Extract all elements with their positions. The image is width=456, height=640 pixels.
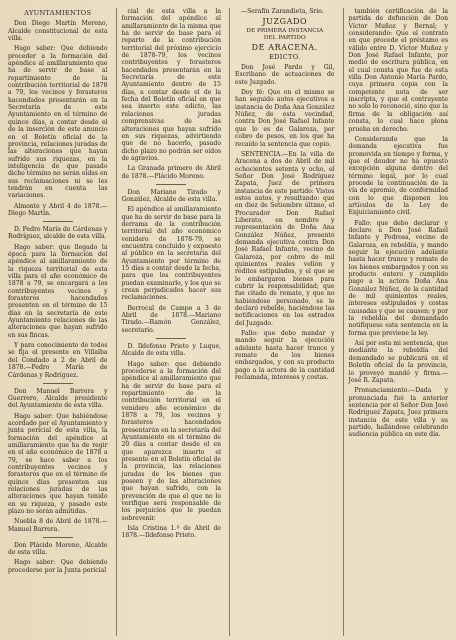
paragraph: Don Manuel Barrera y Guerrero, Alcalde presidente del Ayuntamiento de esta villa.: [8, 387, 108, 410]
paragraph: cial de esta villa a la formación del apéndice al amillaramiento de la misma que ha de servir de base para el reparto de la contribución territorial del próximo ejercicio de 1878-79, los vecinos contribuyentes y forasteros hacendados presentarán en la Secretaría de este Ayuntamiento dentro de 15 días, a contar desde el de la fecha del Boletín oficial en que sea inserto este edicto, las relaciones juradas comprensivas de las alteraciones que hayan sufrido en sus riquezas, advirtiendo que de no hacerlo, pasado dicho plazo no podrán ser oídos de agravios.: [121, 8, 221, 162]
paragraph: también certificación de la partida de defunción de Don Víctor Muñoz y Bernal; y considerando: Que el contrato en que procede el préstamo es válido entre D. Víctor Muñoz y Don José Rafael Infante, por medio de escritura pública, en el cual consta que fue de esta villa Don Antonio María Pardo, cuya primera copia con la competente nota de ser inscripta, y que el contrayente no solo lo reconoció, sino que la firma de la obligación así consta, lo cual hace plena prueba en derecho.: [348, 8, 448, 133]
column-4: [343, 8, 451, 636]
paragraph: Considerando que la demanda ejecutiva fue promovida en tiempo y forma, y que el deudor no ha opuesto excepción alguna dentro del término legal, por lo cual procede la continuación de la vía de apremio, de conformidad con lo que disponen los artículos de la Ley de Enjuiciamiento civil.: [348, 135, 448, 217]
separator-rule: [156, 184, 186, 185]
separator-rule: [43, 221, 73, 222]
paragraph: Hago saber: Que habiéndose acordado por el Ayuntamiento y junta pericial de esta villa, la formación del apéndice al amillaramiento que ha de regir en el año económico de 1878 a 79, se hace saber a los contribuyentes vecinos y forasteros que en el término de quince días presenten sus relaciones juradas de las alteraciones que hayan tenido en su riqueza, y pasado este plazo no serán admitidas.: [8, 412, 108, 516]
paragraph: Berrocal de Campo a 3 de Abril de 1878.—Mariano Tirado.—Ramón González, secretario.: [121, 304, 221, 334]
paragraph: Fallo: que debo mandar y mando seguir la ejecución adelante hasta hacer trance y remate de los bienes embargados, y con su producto pago a la actora de la cantidad reclamada, intereses y costas.: [235, 330, 335, 382]
separator-rule: [156, 338, 186, 339]
paragraph: Hago saber: Que debiendo proceder a la formación del apéndice al amillaramiento que ha de servir de base al repartimiento de la contribución territorial de 1878 a 79, los vecinos y forasteros hacendados presentarán en la Secretaría de este Ayuntamiento en el término de quince días, a contar desde el de la inserción de este anuncio en el Boletín oficial de la provincia, relaciones juradas de las alteraciones que hayan sufrido sus riquezas, en la inteligencia de que pasado dicho término no serán oídas en sus reclamaciones ni se les tendrán en cuenta las variaciones.: [8, 45, 108, 200]
column-1: [6, 8, 110, 636]
paragraph: Isla Cristina 1.º de Abril de 1878.—Ildefonso Prieto.: [121, 525, 221, 540]
separator-rule: [43, 383, 73, 384]
paragraph: D. Pedro María de Cárdenas y Rodríguez, alcalde de esta villa.: [8, 225, 108, 241]
paragraph: Don Plácido Moreno, Alcalde de esta villa.: [8, 541, 108, 557]
column-2: [116, 8, 224, 636]
section-heading: EDICTO.: [269, 52, 301, 61]
columns: [6, 8, 450, 636]
paragraph: Hago saber: que llegado la época para la formación del apéndice al amillaramiento de la riqueza territorial de esta villa para el año económico de 1878 a 79, se encargará a los contribuyentes vecinos y forasteros hacendados presenten en el término de 15 días en la secretaría de este Ayuntamiento relaciones de las alteraciones que hayan sufrido en sus fincas.: [8, 243, 108, 339]
section-heading: DE PRIMERA INSTANCIA: [246, 27, 324, 34]
paragraph: D. Ildefonso Prieto y Luque, Alcalde de esta villa.: [121, 342, 221, 358]
paragraph: La Granada primero de Abril de 1878.—Plácido Moreno.: [121, 165, 221, 180]
paragraph: Don Mariano Tirado y González, Alcalde de esta villa.: [121, 188, 221, 203]
paragraph: Hago saber: que debiendo procederse a la formación del apéndice al amillaramiento que ha de servir de base para el repartimiento de la contribución territorial en el venidero año económico de 1878 a 79, los vecinos y forasteros hacendados presentarán en la secretaría del Ayuntamiento en el término de 20 días a contar desde el en que aparezca inserto el presente en el Boletín oficial de la provincia, las relaciones juradas de los bienes que poseen y de las alteraciones que hayan sufrido, con la prevención de que el que no lo verifique será responsable de los perjuicios que le puedan sobrevenir.: [121, 360, 221, 522]
section-heading: AYUNTAMIENTOS: [24, 9, 92, 17]
section-heading: JUZGADO: [262, 17, 308, 27]
paragraph: Hago saber: Que debiendo procederse por la Junta pericial: [8, 559, 108, 574]
column-3: [229, 8, 337, 636]
paragraph: Don José Pardo y Gil, Escribano de actuaciones de este Juzgado.: [235, 64, 335, 86]
paragraph: Don Diego Martín Moreno, Alcalde constitucional de esta villa.: [8, 20, 108, 43]
section-heading: DEL PARTIDO: [263, 35, 306, 42]
paragraph: Almonte y Abril 4 de 1878.— Diego Martín.: [8, 202, 108, 217]
separator-rule: [43, 537, 73, 538]
paragraph: Doy fé: Que en el mismo se han seguido autos ejecutivos a instancia de Doña Ana González Núñez, de esta vecindad, contra Don José Rafael Infante que lo es de Galaroza, por cobro de pesos, en los que ha recaído la sentencia que copio.: [235, 89, 335, 148]
paragraph: SENTENCIA.—En la villa de Aracena a dos de Abril de mil ochocientos setenta y ocho, el Señor Don José Rodríguez Zapata, Juez de primera instancia de este partido: Vistos estos autos, y resultando: que en diez de Setiembre último, el Procurador Don Rafael Liberato, en nombre y representación de Doña Ana González Núñez, presentó demanda ejecutiva contra Don José Rafael Infante, vecino de Galaroza, por cobro de mil quinientos reales vellón y réditos estipulados, y el que se le embargaron bienes para cubrir la responsabilidad; que fue citado de remate, y que no habiéndose personado, se le declaró rebelde, haciéndose las notificaciones en los estrados del Juzgado.: [235, 150, 335, 327]
section-heading: DE ARACENA.: [251, 43, 318, 53]
paragraph: Así por esta mi sentencia, que mediante la rebeldía del demandado se publicará en el Boletín oficial de la provincia, lo proveyó mandó y firma.—José R. Zapata.: [348, 340, 448, 384]
paragraph: Pronunciamiento.—Dada y pronunciada fué la anterior sentencia por el Señor Don José Rodríguez Zapata, Juez primera instancia de este villa y su partido, hallándose celebrando audiencia pública en este día.: [348, 387, 448, 439]
paragraph: Fallo: que debo declarar y declaro a Don José Rafael Infante y Pedrosa, vecino de Galaroza, en rebeldía, y mando seguir la ejecución adelante hasta hacer trance y remate de los bienes embargados y con su producto entero y cumplido pago a la actora Doña Ana González Núñez, de la cantidad de mil quinientos reales, intereses estipulados y costas causadas y que se causen; y por la rebeldía del demandado notifíquese esta sentencia en la forma que previene la ley.: [348, 219, 448, 337]
paragraph: —Serafín Zarandieta, Srio.: [241, 8, 324, 15]
paragraph: Y para conocimiento de todos se fija el presente en Villalba del Condado a 2 de Abril de 1878.—Pedro María de Cárdenas y Rodríguez.: [8, 342, 108, 379]
paragraph: El apéndice al amillaramiento que ha de servir de base para la derrama de la contribución territorial del año económico venidero de 1878-79, se encuentra concluido y expuesto al público en la secretaría del Ayuntamiento por término de 15 días a contar desde la fecha, para que los contribuyentes puedan examinarlo, y los que se crean perjudicados hacer sus reclamaciones.: [121, 206, 221, 302]
paragraph: Nuebla 8 de Abril de 1878.—Manuel Barrera.: [8, 518, 108, 533]
